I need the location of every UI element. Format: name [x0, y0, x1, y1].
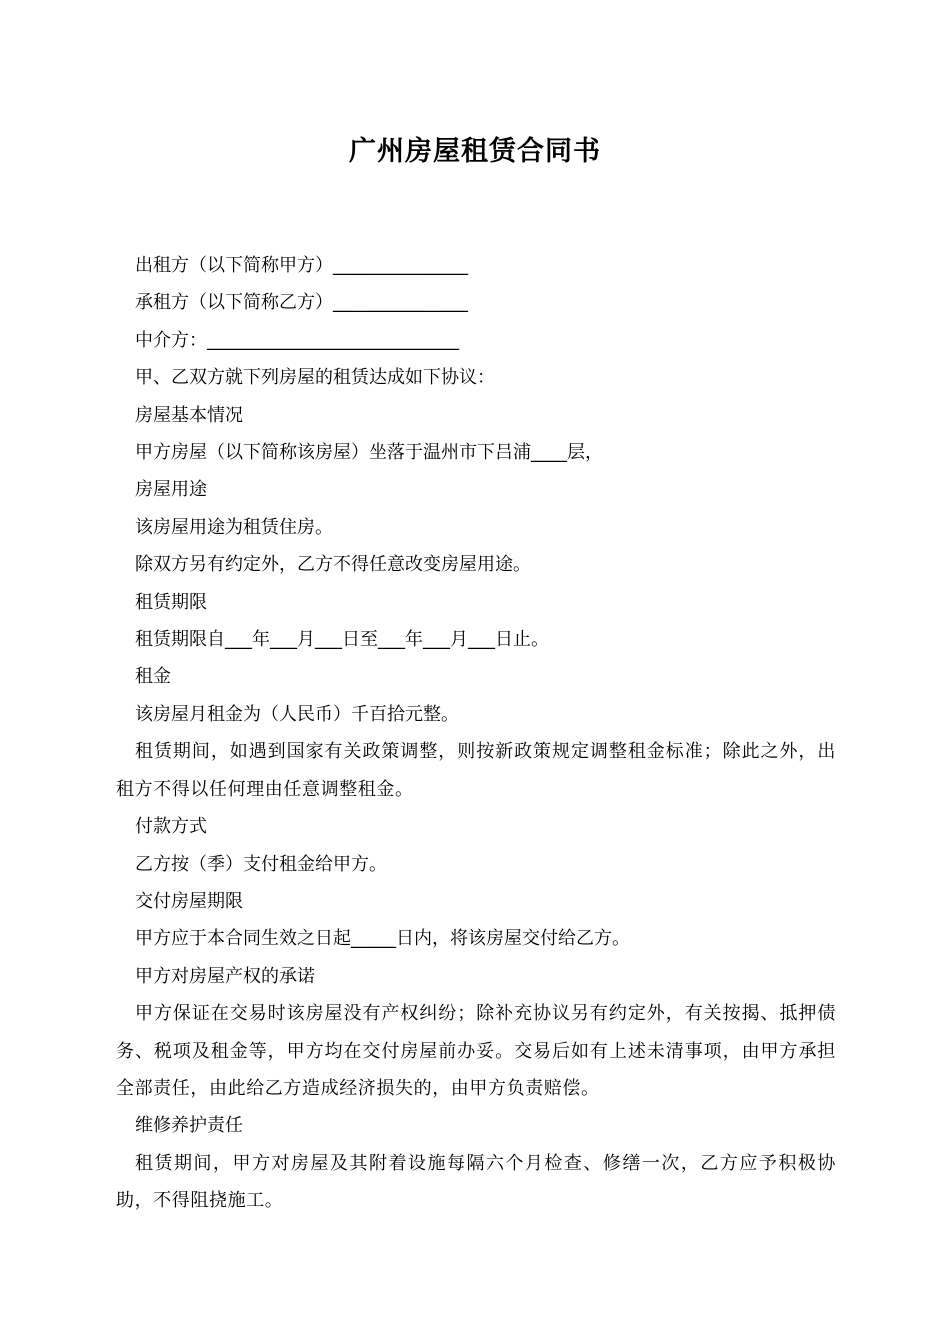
delivery-paragraph: 甲方应于本合同生效之日起_____日内，将该房屋交付给乙方。: [135, 928, 630, 950]
use-restriction-paragraph: 除双方另有约定外，乙方不得任意改变房屋用途。: [135, 554, 531, 576]
lessor-line: 出租方（以下简称甲方）_______________: [135, 255, 468, 276]
section-heading-house-info: 房屋基本情况: [135, 404, 243, 426]
maintenance-paragraph: 租赁期间，甲方对房屋及其附着设施每隔六个月检查、修缮一次，乙方应予积极协助，不得阻挠施工。: [116, 1152, 836, 1212]
lessee-line: 承租方（以下简称乙方）_______________: [135, 292, 468, 314]
section-heading-maintenance: 维修养护责任: [135, 1115, 243, 1137]
document-title: 广州房屋租赁合同书: [349, 136, 601, 167]
monthly-rent-paragraph: 该房屋月租金为（人民币）千百拾元整。: [135, 703, 459, 725]
lease-term-paragraph: 租赁期限自___年___月___日至___年___月___日止。: [135, 629, 549, 651]
title-warranty-paragraph: 甲方保证在交易时该房屋没有产权纠纷；除补充协议另有约定外，有关按揭、抵押债务、税项及租金等，甲方均在交付房屋前办妥。交易后如有上述未清事项，由甲方承担全部责任，由此给乙方造成经济损失的，由甲方负责赔偿。: [116, 1003, 836, 1099]
section-heading-title-warranty: 甲方对房屋产权的承诺: [135, 965, 315, 987]
document-body: [116, 247, 836, 1220]
house-use-paragraph: 该房屋用途为租赁住房。: [135, 516, 333, 538]
section-heading-house-use: 房屋用途: [135, 479, 207, 501]
section-heading-rent: 租金: [135, 666, 171, 688]
section-heading-lease-term: 租赁期限: [135, 591, 207, 613]
section-heading-payment: 付款方式: [135, 816, 207, 838]
rent-adjustment-paragraph: 租赁期间，如遇到国家有关政策调整，则按新政策规定调整租金标准；除此之外，出租方不得以任何理由任意调整租金。: [116, 741, 836, 800]
section-heading-delivery: 交付房屋期限: [135, 890, 243, 912]
agent-line: 中介方：____________________________: [135, 329, 459, 351]
payment-method-paragraph: 乙方按（季）支付租金给甲方。: [135, 853, 387, 875]
agreement-intro: 甲、乙双方就下列房屋的租赁达成如下协议：: [135, 367, 495, 389]
house-location-paragraph: 甲方房屋（以下简称该房屋）坐落于温州市下吕浦____层，: [135, 442, 603, 464]
